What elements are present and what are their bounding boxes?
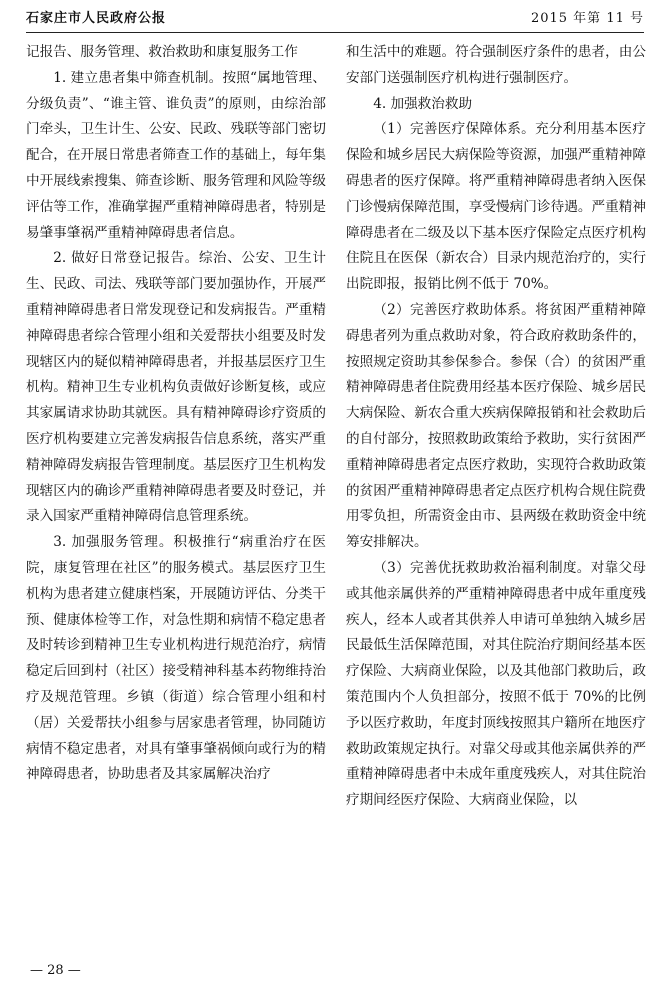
paragraph: 1. 建立患者集中筛查机制。按照“属地管理、分级负责”、“谁主管、谁负责”的原则，由综治部门牵头，卫生计生、公安、民政、残联等部门密切配合，在开展日常患者筛查工作的基础上，每年集中开展线索搜集、筛查诊断、服务管理和风险等级评估等工作，准确掌握严重精神障碍患者，特别是易肇事肇祸严重精神障碍患者信息。 — [26, 69, 326, 241]
issue-number: 2015 年第 11 号 — [530, 11, 644, 26]
publication-title: 石家庄市人民政府公报 — [26, 11, 167, 26]
paragraph: （3）完善优抚救助救治福利制度。对靠父母或其他亲属供养的严重精神障碍患者中成年重度残疾人，经本人或者其供养人申请可单独纳入城乡居民最低生活保障范围，对其住院治疗期间经基本医疗保险、大病商业保险，以及其他部门救助后，政策范围内个人负担部分，按照不低于 70%的比例予以医疗救助，年度封顶线按照其户籍所在地医疗救助政策规定执行。对靠父母或其他亲属供养的严重精神障碍患者中未成年重度残疾人，对其住院治疗期间经医疗保险、大病商业保险，以 — [346, 559, 646, 809]
right-column — [346, 40, 646, 814]
left-column — [26, 40, 326, 788]
paragraph: 3. 加强服务管理。积极推行“病重治疗在医院，康复管理在社区”的服务模式。基层医疗卫生机构为患者建立健康档案，开展随访评估、分类干预、健康体检等工作，对急性期和病情不稳定患者及时转诊到精神卫生专业机构进行规范治疗，病情稳定后回到村（社区）接受精神科基本药物维持治疗及规范管理。乡镇（街道）综合管理小组和村（居）关爱帮扶小组参与居家患者管理，协同随访病情不稳定患者，对具有肇事肇祸倾向或行为的精神障碍患者，协助患者及其家属解决治疗 — [26, 534, 326, 783]
section-heading: 4. 加强救治救助 — [373, 95, 473, 112]
paragraph: 记报告、服务管理、救治救助和康复服务工作 — [26, 44, 298, 60]
page-header — [26, 8, 644, 33]
paragraph: （2）完善医疗救助体系。将贫困严重精神障碍患者列为重点救助对象，符合政府救助条件的，按照规定资助其参保参合。参保（合）的贫困严重精神障碍患者住院费用经基本医疗保险、城乡居民大病保险、新农合重大疾病保障报销和社会救助后的自付部分，按照救助政策给予救助，实行贫困严重精神障碍患者定点医疗救助，实现符合救助政策的贫困严重精神障碍患者定点医疗机构合规住院费用零负担，所需资金由市、县两级在救助资金中统筹安排解决。 — [346, 301, 646, 551]
paragraph: 2. 做好日常登记报告。综治、公安、卫生计生、民政、司法、残联等部门要加强协作，开展严重精神障碍患者日常发现登记和发病报告。严重精神障碍患者综合管理小组和关爱帮扶小组要及时发现辖区内的疑似精神障碍患者，并报基层医疗卫生机构。精神卫生专业机构负责做好诊断复核，或应其家属请求协助其就医。具有精神障碍诊疗资质的医疗机构要建立完善发病报告信息系统，落实严重精神障碍发病报告管理制度。基层医疗卫生机构发现辖区内的确诊严重精神障碍患者要及时登记，并录入国家严重精神障碍信息管理系统。 — [26, 250, 326, 525]
paragraph: 和生活中的难题。符合强制医疗条件的患者，由公安部门送强制医疗机构进行强制医疗。 — [346, 44, 646, 86]
page-number: — 28 — — [30, 963, 81, 978]
paragraph: （1）完善医疗保障体系。充分利用基本医疗保险和城乡居民大病保险等资源，加强严重精神障碍患者的医疗保障。将严重精神障碍患者纳入医保门诊慢病保障范围，享受慢病门诊待遇。严重精神障碍患者在二级及以下基本医疗保险定点医疗机构住院且在医保（新农合）目录内规范治疗的，实行出院即报，报销比例不低于 70%。 — [346, 121, 646, 293]
